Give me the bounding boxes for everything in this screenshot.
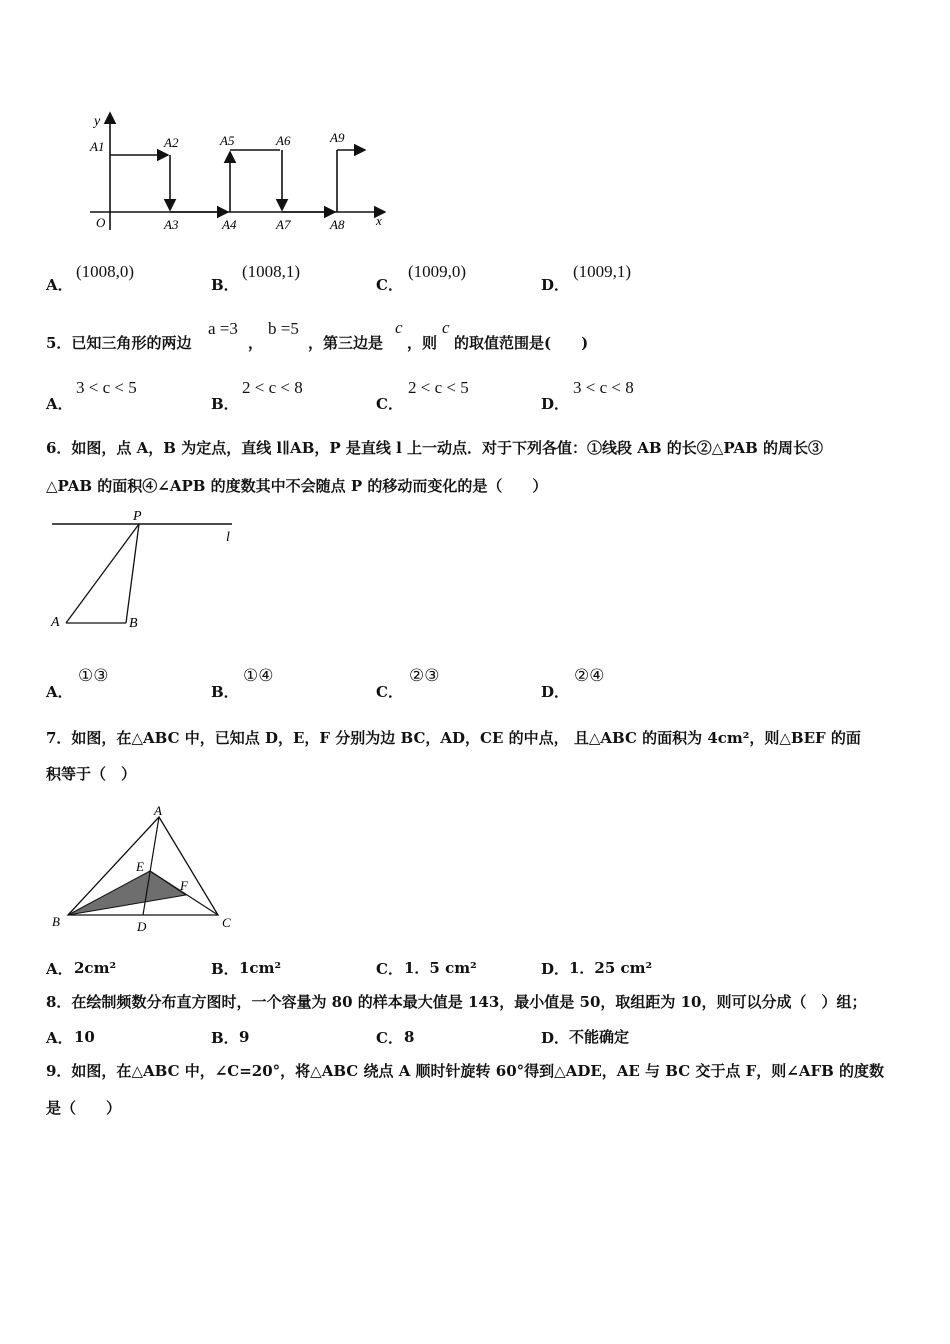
label-B: B bbox=[129, 616, 138, 631]
fig1-label: A1 bbox=[90, 139, 105, 154]
label-A: A bbox=[51, 615, 60, 630]
q6-figure bbox=[46, 505, 246, 635]
fig1-label: A7 bbox=[276, 217, 291, 232]
label-F: F bbox=[180, 878, 188, 893]
fig1-label: O bbox=[96, 215, 106, 230]
label-D: D bbox=[137, 919, 147, 934]
coordinate-path-figure bbox=[80, 105, 400, 235]
fig1-label: A3 bbox=[164, 217, 179, 232]
q8-stem: 8．在绘制频数分布直方图时，一个容量为 80 的样本最大值是 143，最小值是 50，取组距为 10，则可以分成（ ）组； bbox=[46, 993, 867, 1011]
option-value: ②③ bbox=[409, 666, 440, 685]
option-value: 3 < c < 8 bbox=[573, 378, 634, 397]
option-value: 1cm² bbox=[239, 959, 282, 977]
q9-stem-line2: 是（ ） bbox=[46, 1099, 122, 1117]
label-E: E bbox=[136, 859, 144, 874]
q6-stem-line2: △PAB 的面积④∠APB 的度数其中不会随点 P 的移动而变化的是（ ） bbox=[46, 477, 548, 495]
option-value: (1009,0) bbox=[408, 262, 467, 281]
fig1-label: x bbox=[376, 213, 382, 228]
option-value: 不能确定 bbox=[569, 1028, 630, 1046]
q7-stem-line1: 7．如图，在△ABC 中，已知点 D，E，F 分别为边 BC，AD，CE 的中点， 且△ABC 的面积为 4cm²，则△BEF 的面 bbox=[46, 729, 861, 747]
option-letter: A． bbox=[46, 960, 73, 978]
option-letter: A． bbox=[46, 1029, 73, 1047]
q9-stem-line1: 9．如图，在△ABC 中，∠C=20°，将△ABC 绕点 A 顺时针旋转 60°得到△ADE，AE 与 BC 交于点 F，则∠AFB 的度数 bbox=[46, 1062, 885, 1080]
option-letter: D． bbox=[541, 683, 570, 701]
label-l: l bbox=[226, 530, 230, 545]
option-value: ②④ bbox=[574, 666, 605, 685]
option-letter: C． bbox=[376, 395, 403, 413]
option-letter: B． bbox=[211, 1029, 239, 1047]
option-letter: B． bbox=[211, 960, 239, 978]
option-value: 1．25 cm² bbox=[569, 959, 653, 977]
option-letter: C． bbox=[376, 960, 403, 978]
shaded-triangle-BEF bbox=[68, 871, 186, 915]
fig1-label: A4 bbox=[222, 217, 237, 232]
fig1-label: A5 bbox=[220, 133, 235, 148]
option-letter: C． bbox=[376, 276, 403, 294]
option-letter: A． bbox=[46, 395, 73, 413]
option-value: ①③ bbox=[78, 666, 109, 685]
label-P: P bbox=[133, 509, 142, 524]
q5-c1: c bbox=[395, 318, 403, 337]
option-letter: B． bbox=[211, 683, 239, 701]
q6-stem-line1: 6．如图，点 A，B 为定点，直线 l∥AB，P 是直线 l 上一动点．对于下列各值：①线段 AB 的长②△PAB 的周长③ bbox=[46, 439, 824, 457]
option-value: 10 bbox=[74, 1028, 95, 1046]
option-letter: B． bbox=[211, 395, 239, 413]
option-value: 2 < c < 8 bbox=[242, 378, 303, 397]
q5-a-expr: a =3 bbox=[208, 319, 238, 338]
option-value: 9 bbox=[239, 1028, 250, 1046]
label-A: A bbox=[154, 805, 162, 818]
q7-figure bbox=[46, 805, 246, 935]
q5-c2: c bbox=[442, 318, 450, 337]
fig1-label: A8 bbox=[330, 217, 345, 232]
fig1-label: A2 bbox=[164, 135, 179, 150]
label-C: C bbox=[222, 915, 231, 930]
q5-b-expr: b =5 bbox=[268, 319, 299, 338]
q5-stem-start: 5．已知三角形的两边 bbox=[46, 334, 192, 352]
option-value: 3 < c < 5 bbox=[76, 378, 137, 397]
option-letter: D． bbox=[541, 395, 570, 413]
option-letter: A． bbox=[46, 276, 73, 294]
option-value: 1．5 cm² bbox=[404, 959, 477, 977]
label-B: B bbox=[52, 914, 60, 929]
option-value: ①④ bbox=[243, 666, 274, 685]
option-letter: C． bbox=[376, 1029, 403, 1047]
fig1-label: A9 bbox=[330, 130, 345, 145]
option-value: (1008,1) bbox=[242, 262, 301, 281]
q5-stem-mid: ，第三边是 bbox=[308, 334, 384, 352]
option-value: 2 < c < 5 bbox=[408, 378, 469, 397]
q7-stem-line2: 积等于（ ） bbox=[46, 765, 137, 783]
option-letter: B． bbox=[211, 276, 239, 294]
option-letter: D． bbox=[541, 960, 570, 978]
fig1-label: A6 bbox=[276, 133, 291, 148]
q5-stem-end: 的取值范围是( ) bbox=[454, 334, 589, 352]
option-letter: C． bbox=[376, 683, 403, 701]
option-letter: D． bbox=[541, 1029, 570, 1047]
fig1-label: y bbox=[94, 114, 101, 129]
option-value: 8 bbox=[404, 1028, 415, 1046]
option-value: 2cm² bbox=[74, 959, 117, 977]
option-letter: A． bbox=[46, 683, 73, 701]
option-letter: D． bbox=[541, 276, 570, 294]
option-value: (1009,1) bbox=[573, 262, 632, 281]
option-value: (1008,0) bbox=[76, 262, 135, 281]
q5-comma: ， bbox=[248, 334, 264, 352]
q5-then: ，则 bbox=[407, 334, 438, 352]
